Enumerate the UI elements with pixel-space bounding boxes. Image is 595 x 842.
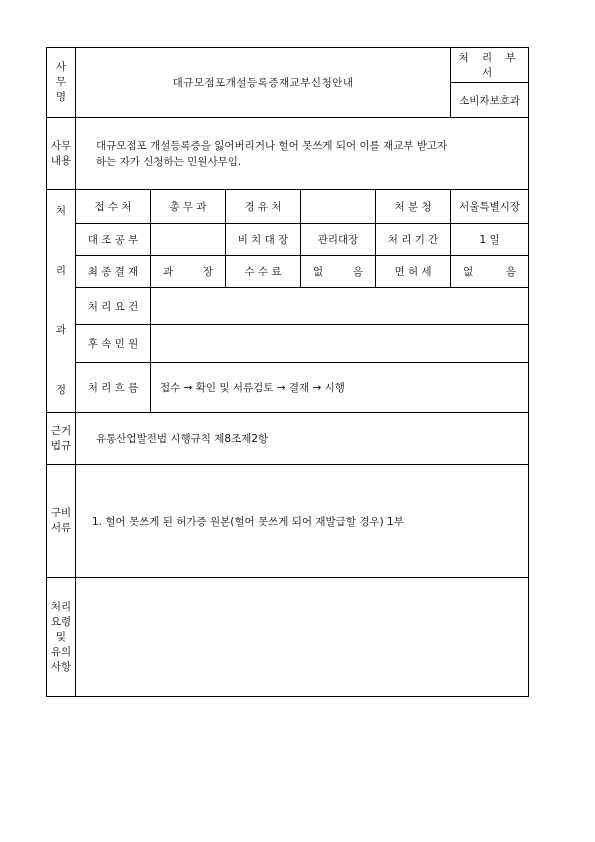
page-title: 대규모점포개설등록증재교부신청안내 <box>76 48 451 118</box>
affair-name-label: 사 무 명 <box>47 48 76 118</box>
final-approval-label: 최 종 결 재 <box>76 256 151 288</box>
fee-value: 없 음 <box>301 256 376 288</box>
receipt-label: 접 수 처 <box>76 190 151 224</box>
license-tax-label: 면 허 세 <box>376 256 451 288</box>
authority-value: 서울특별시장 <box>451 190 529 224</box>
period-label: 처 리 기 간 <box>376 224 451 256</box>
civil-affairs-form <box>46 47 529 697</box>
law-label: 근거 법규 <box>47 413 76 465</box>
authority-label: 처 분 청 <box>376 190 451 224</box>
dept-value: 소비자보호과 <box>451 83 529 118</box>
period-value: 1 일 <box>451 224 529 256</box>
receipt-value: 총 무 과 <box>151 190 226 224</box>
affair-content-label: 사무 내용 <box>47 118 76 190</box>
ledger-label: 비 치 대 장 <box>226 224 301 256</box>
flow-label: 처 리 흐 름 <box>76 363 151 413</box>
check-value <box>151 224 226 256</box>
via-label: 경 유 처 <box>226 190 301 224</box>
follow-up-label: 후 속 민 원 <box>76 325 151 363</box>
follow-up-value <box>151 325 529 363</box>
notes-value <box>76 578 529 697</box>
documents-label: 구비 서류 <box>47 465 76 578</box>
affair-content-text <box>76 118 529 190</box>
flow-value: 접수 → 확인 및 서류검토 → 결재 → 시행 <box>151 363 529 413</box>
requirements-value <box>151 288 529 325</box>
dept-label: 처 리 부 서 <box>451 48 529 83</box>
check-label: 대 조 공 부 <box>76 224 151 256</box>
law-value: 유통산업발전법 시행규칙 제8조제2항 <box>76 413 529 465</box>
documents-value: 1. 헐어 못쓰게 된 허가증 원본(헐어 못쓰게 되어 재발급할 경우) 1부 <box>76 465 529 578</box>
ledger-value: 관리대장 <box>301 224 376 256</box>
via-value <box>301 190 376 224</box>
content-line-2: 하는 자가 신청하는 민원사무임. <box>96 155 242 168</box>
content-line-1: 대규모점포 개설등록증을 잃어버리거나 헐어 못쓰게 되어 이를 재교부 받고자 <box>96 139 448 152</box>
process-label: 처 리 과 정 <box>47 190 76 413</box>
final-approval-value: 과 장 <box>151 256 226 288</box>
notes-label: 처리 요령 및 유의 사항 <box>47 578 76 697</box>
license-tax-value: 없 음 <box>451 256 529 288</box>
requirements-label: 처 리 요 건 <box>76 288 151 325</box>
fee-label: 수 수 료 <box>226 256 301 288</box>
